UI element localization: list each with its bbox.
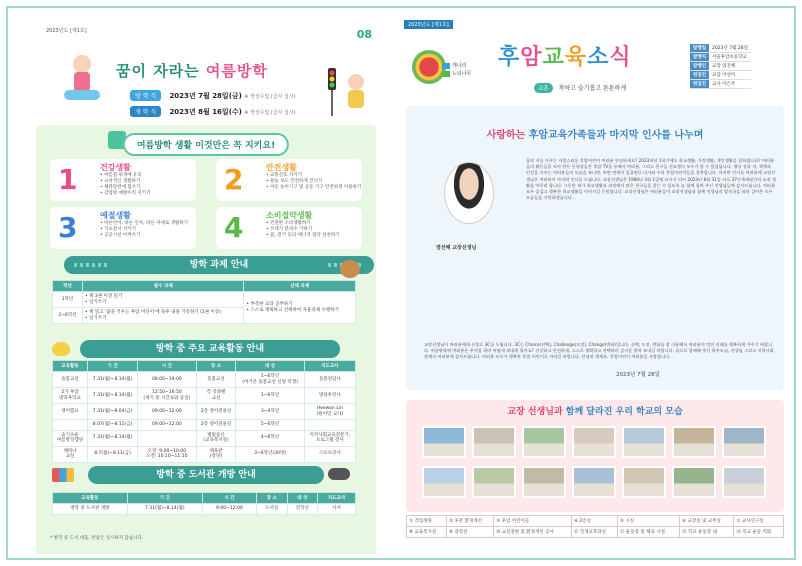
tip-item: • 쓰레기 분리수 거하기 [266,227,313,232]
table-cell: 5~6학년 [236,420,304,431]
table-cell: 전학년 [287,504,318,515]
table-cell: 사서 [318,504,356,515]
table-header: 기 간 [127,493,202,504]
table-cell: 체력나 교실 [53,446,88,462]
vacation-end-tag: 개 학 식 [130,106,161,117]
photo-section-title [406,404,784,417]
library-title: 방학 중 도서관 개방 안내 [156,470,256,480]
table-cell: 지역사회교육전문가, 프로그램 강사 [304,430,355,446]
library-footnote: * 방학 중 도서 대출, 반납은 실시하지 않습니다. [50,536,144,541]
table-cell: 7.31(월)~8.14(월) [127,504,202,515]
legend-cell: ⑨ 과학실 [447,527,494,538]
publish-value: 2023년 7월 28일 [709,44,751,53]
table-cell: 1~6학년 (여기본 돌봄교실 신청 학생) [236,372,304,388]
vacation-start-tag: 방 학 식 [130,90,161,101]
table-row [690,80,751,89]
table-row [690,62,751,71]
table-cell: 8.7(월)~8.11(금) [88,446,138,462]
school-photo [572,426,616,458]
page-number: 08 [356,28,372,41]
tip-item: • 교통신호 지키기 [266,173,302,178]
table-cell: 8.07(월)~8.11(금) [88,420,138,431]
tip-number: 3 [58,211,78,244]
right-page [400,10,790,554]
tip-list [266,173,361,191]
photo-title-a: 교장 선생님과 [507,407,566,417]
table-cell: 돌봄교실 [196,372,236,388]
table-row [53,372,356,388]
table-cell [304,420,355,431]
publish-key: 발행처 [690,53,709,62]
vacation-title-highlight: 여름방학 [205,62,268,80]
tips-title: 여름방학 생활 이것만은 꼭 지키요! [123,133,289,156]
legend-cell: ② 후문 환경개선 [447,516,494,527]
books-icon [52,468,74,482]
table-cell: 체육관 (강당) [196,446,236,462]
table-header: 선택 과제 [244,281,356,292]
vacation-start-note: ※ 정상수업 (급식 실시) [244,94,296,100]
tip-item: • 체력단련에 힘쓰기 [100,185,141,190]
school-photo [422,426,466,458]
legend-cell: ⑪ 학생교복과실 [571,527,617,538]
principal-name: 염선혜 교장선생님 [436,245,477,251]
tip-item: • 여름철 위생에 유의 [100,173,142,178]
school-photo [672,426,716,458]
table-header: 시 간 [203,493,257,504]
publish-key: 발행인 [690,62,709,71]
greeting-title-a: 사랑하는 [486,130,529,141]
table-cell: 2층 영어전용실 [196,420,236,431]
symbol-row [442,70,471,78]
table-row [53,420,356,431]
tip-number: 4 [224,211,244,244]
letter-date: 2023년 7월 28일 [616,372,660,378]
table-header: 지도교사 [304,361,355,372]
legend-cell: ① 직업정원 [407,516,447,527]
table-header: 대 상 [236,361,304,372]
publish-value: 교감 이선미 [709,71,751,80]
greeting-section [406,106,784,390]
table-cell: 3~4학년 [236,404,304,420]
tip-heading: 건강생활 [100,163,131,172]
table-header: 시 간 [138,361,196,372]
table-cell [138,430,196,446]
school-photo [572,466,616,498]
homework-table [52,280,356,324]
table-header: 대 상 [287,493,318,504]
motto-text: 착하고 슬기롭고 튼튼하게 [558,85,627,92]
legend-cell: ⑧ 교육복지실 [407,527,447,538]
table-row [53,404,356,420]
legend-cell: ④ 2층실 [571,516,617,527]
table-cell: 1학년 [53,292,83,308]
school-tree: 느티나무 [452,71,472,77]
publish-key: 발행일 [690,44,709,53]
homework-title: 방학 과제 안내 [189,260,249,270]
tip-health [50,159,196,201]
motto-tag: 교훈 [534,83,553,93]
tip-heading: 안전생활 [266,163,297,172]
table-cell: 12:50~16:50 (재기 중 시간표와 동일) [138,388,196,404]
table-row [690,71,751,80]
table-cell: 7.31(월)~8.04(금) [88,404,138,420]
table-header: 학년 [53,281,83,292]
table-cell: • 책 읽고 '꿈을 키우는 후암 어린이'에 독후 내용 기록하기 (1권 이상) • 일기쓰기 [83,308,244,324]
flower-icon [442,63,450,69]
vacation-end-row [130,106,296,117]
library-table [52,492,356,515]
left-issue-label: 2023년도 [제1호] [46,28,87,34]
tip-item: • 건전한 소비생활하기 [266,221,311,226]
tip-item: • 기초질서 지키기 [100,227,136,232]
tip-list [100,173,150,197]
table-header: 장 소 [196,361,236,372]
table-row [53,504,356,515]
table-cell: 7.31(월)~8.14(월) [88,372,138,388]
newsletter-title-text: 후암교육소식 [498,45,632,70]
publish-info-table [690,44,751,89]
table-cell: 09:00~12:00 [138,420,196,431]
photo-legend-table [406,515,784,538]
legend-cell: ⑥ 교장실 및 교무실 [680,516,734,527]
activities-title: 방학 중 주요 교육활동 안내 [155,344,265,354]
left-page [20,10,386,554]
tip-item: • 감염병 예방수칙 지키기 [100,191,151,196]
table-row [407,527,784,538]
publish-value: 서울후암초등학교 [709,53,751,62]
school-photo [522,466,566,498]
left-header [20,10,386,34]
tip-item: • 물놀 보도 안전하게 건너기 [266,179,323,184]
table-cell: 2~6학년 [53,308,83,324]
photo-title-b: 함께 달라진 우리 학교의 모습 [565,407,683,417]
table-cell: 2가 후암 방과후학교 [53,388,88,404]
table-header-row [53,361,356,372]
table-row [690,44,751,53]
school-photo [622,466,666,498]
table-cell: 9:00~12:00 [203,504,257,515]
table-header-row [53,281,356,292]
school-photo [472,426,516,458]
gamepad-icon [328,468,350,480]
publish-key: 편집진 [690,80,709,89]
homework-band [64,256,374,274]
legend-cell: ⑤ 시실 [617,516,679,527]
table-cell: 별빛동산 (교육복지실) [196,430,236,446]
newsletter-title [498,40,632,71]
school-photo [472,466,516,498]
table-cell: 4~6학년 [236,430,304,446]
legend-cell: ⑭ 학교 운동 벽화 [734,527,784,538]
tip-heading: 예절생활 [100,211,131,220]
vacation-start-date: 2023년 7월 28일(금) [169,92,242,100]
legend-cell: ⑫ 운동장 및 체육 시설 [617,527,679,538]
table-header: 장 소 [256,493,287,504]
tip-item: • 물, 전기 등의 에너지 절약 실천하기 [266,233,340,238]
vacation-title [116,60,268,81]
school-photo [672,466,716,498]
table-row [53,388,356,404]
tip-number: 1 [58,163,78,196]
table-cell: 각 강좌별 교실 [196,388,236,404]
table-header: 지도교사 [318,493,356,504]
photo-section [406,400,784,512]
symbol-row [442,62,471,70]
tip-item: • 바른언어, 바른 인사, 바른 자세로 생활하기 [100,221,188,226]
tip-item: • 공공시설 아껴쓰기 [100,233,141,238]
table-cell: 숲기포운 여름방학캠핑 [53,430,88,446]
duck-icon [52,342,70,356]
vacation-title-prefix: 꿈이 자라는 [116,62,206,80]
table-cell: Heewon Lin (원어민 교사) [304,404,355,420]
school-photo [722,426,766,458]
publish-value: 교장 염진혜 [709,62,751,71]
greeting-letter-continued: 교장선생님이 여러분에게 선물로 3C를 드립니다. 3C는 Choice(선택), Challenge(도전), Change(변화)입니다. 선택, 도전, 변화를 잘 이용해서 여러분의 멋진 미래를 행복하게 가꾸기 바랍니다. 여름방학에 여러분은 무엇을 하며 어떻게 보내게 될까요? 건강하고 안전하게, 스스로 계획하고 선택하며 즐거운 방학 보내길 바랍니다. 끝으로 함께해 주신 학부모님, 선생님 그리고 지역사회 관계자 여러분께 감사드립니다. 여러분 모두가 행복한 후암 어린이로 자라길 바랍니다. 안녕히 계세요. 후암어린이 여러분을 사랑합니다. [424,342,774,360]
table-cell: 도서실 [256,504,287,515]
table-header: 기 간 [88,361,138,372]
table-cell: 오전: 9:00~10:00 오전: 10:10~11:10 [138,446,196,462]
school-photo [622,426,666,458]
table-header: 교육활동 [53,361,88,372]
table-header: 필수 과제 [83,281,244,292]
table-header-row [53,493,356,504]
school-photo [422,466,466,498]
tip-manners [50,207,196,249]
activities-table [52,360,356,463]
tree-icon [442,71,450,77]
table-cell: 돌봄교실 [53,372,88,388]
table-cell [53,420,88,431]
greeting-title [406,126,784,141]
legend-cell: ⑬ 학교 운동장 내 [680,527,734,538]
band-dash-left [74,263,110,267]
school-photo [722,466,766,498]
tip-list [266,221,340,239]
table-row [53,430,356,446]
tip-heading: 소비절약생활 [266,211,313,220]
tip-item: • 아동 놀이기구 및 공동 기구 안전하게 이용하기 [266,185,362,190]
kid-swimming-illustration [60,50,104,104]
publish-key: 편집인 [690,71,709,80]
school-symbols [442,62,471,78]
school-motto [534,83,626,93]
table-cell: 08:00~19:00 [138,372,196,388]
school-photo [522,426,566,458]
table-cell: 영어캠프 [53,404,88,420]
bear-icon [340,260,360,278]
table-cell: 7.31(월)~8.14(월) [88,388,138,404]
tip-saving [216,207,362,249]
tip-safety [216,159,362,201]
table-cell: 방과후강사 [304,388,355,404]
library-band [88,466,324,484]
greeting-title-b: 후암교육가족들과 마지막 인사를 나누며 [528,130,704,141]
vacation-end-note: ※ 정상수업 (급식 실시) [244,110,296,116]
table-cell: 7.31(월)~8.14(월) [88,430,138,446]
greeting-letter: 꿈과 저를 가꾸는 자랑스러운 후암어린이 여러분 안녕하세요? 2023학년 1학기에도 학교생활, 가정생활, 개인생활을 잘하였나요? 여러분들의 활동들을 모아 만든 동영상들은 후암 TV를 통해서 여러분, 그리고 친구들 선교생이 모두가 볼 수 있었답니다. 행상 결과 저, 책책과 인성을 키우는 여러분들의 모습을 보니면, 보면 면에서 일곱면로 다가와 우리 후암어린이들을 칭찬합니다. 마지막 인사를 여러분께 교장선생님은 여러분이 마지막 인사를 드립니다. 교장선생님은 1986년 3월 1일에 교사가 되어 2023년 8월 31일 자로 37년 6개월간의 교직 생활을 마무리 합니다. 그동안 제가 학교생활과 과정에서 많은 친구들을 찾는 수 있도록 늘 함께 힘써 주신 선생님들께 감사드립니다. 여러분 모두 즐겁고 행복한 학교생활을 이어가길 응원합니다. 교장선생님은 여러분들이 교장선생님과 함께 선생님의 발자국을 따라 걸어온 모든 모습들을 기억하겠습니다. [526,158,776,201]
table-cell: 2층 영어전용실 [196,404,236,420]
table-row [690,53,751,62]
legend-cell: ③ 후암 어린이들 [494,516,572,527]
activities-band [80,340,340,358]
principal-portrait [444,162,494,224]
table-cell: 스포츠강사 [304,446,355,462]
table-cell: 09:00~12:00 [138,404,196,420]
vacation-end-date: 2023년 8월 16일(수) [169,108,242,116]
school-flower: 개나리 [452,63,467,69]
publish-value: 교사 이은주 [709,80,751,89]
tip-list [100,221,188,239]
vacation-start-row [130,90,296,101]
table-row [53,292,356,308]
table-row [407,516,784,527]
tip-item: • 규칙적인 생활하기 [100,179,141,184]
table-cell: • 책 3권 이상 읽기 • 일기쓰기 [83,292,244,308]
legend-cell: ⑩ 교실칠판 및 환경개선 공사 [494,527,572,538]
school-logo [412,50,446,84]
right-issue-label: 2023년도 [제1호] [404,20,453,29]
table-cell: 1~6학년 [236,388,304,404]
legend-cell: ⑦ 교사연구실 [734,516,784,527]
table-cell: • 부족한 교과 공부하기 • 스스로 계획하고 선택하여 자율과제 수행하기 [244,292,356,324]
table-cell: 방학 중 도서관 개방 [53,504,128,515]
table-header: 교육활동 [53,493,128,504]
table-row [53,446,356,462]
kid-traffic-light-illustration [324,64,372,118]
tip-number: 2 [224,163,244,196]
table-cell: 3~6학년(30명) [236,446,304,462]
table-cell: 돌봄전담사 [304,372,355,388]
